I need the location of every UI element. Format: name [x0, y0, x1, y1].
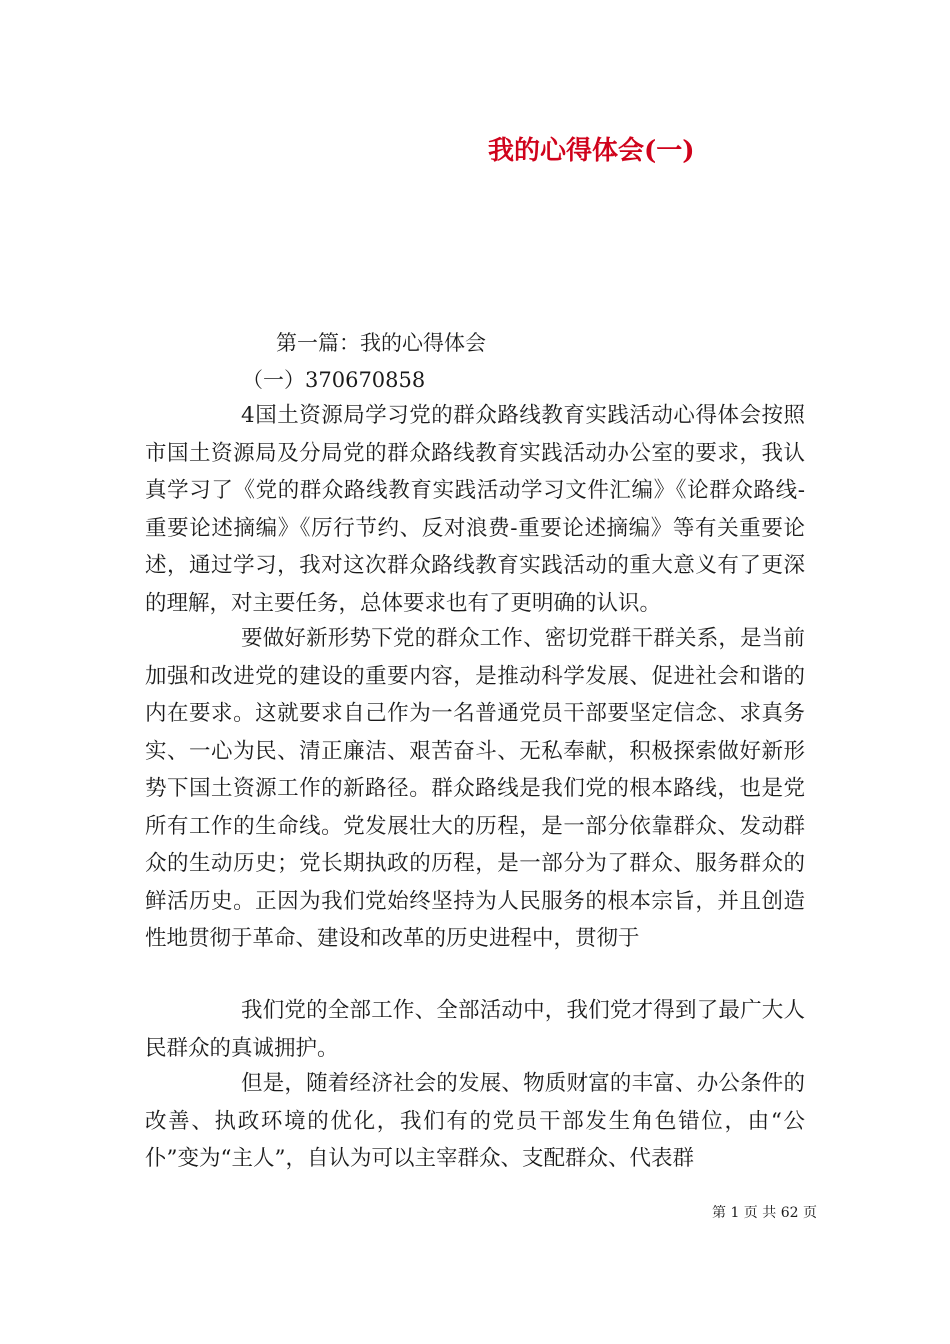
document-title: 我的心得体会(一)	[488, 136, 695, 166]
page-number-footer: 第 1 页 共 62 页	[712, 1205, 817, 1221]
body-paragraph-1: 4国土资源局学习党的群众路线教育实践活动心得体会按照市国土资源局及分局党的群众路线教育实践活动办公室的要求，我认真学习了《党的群众路线教育实践活动学习文件汇编》《论群众路线-重要论述摘编》《厉行节约、反对浪费-重要论述摘编》等有关重要论述，通过学习，我对这次群众路线教育实践活动的重大意义有了更深的理解，对主要任务，总体要求也有了更明确的认识。	[145, 403, 805, 616]
section-heading: 第一篇：我的心得体会	[276, 331, 486, 355]
section-subheading: （一）370670858	[242, 368, 426, 392]
body-paragraph-4: 但是，随着经济社会的发展、物质财富的丰富、办公条件的改善、执政环境的优化，我们有的党员干部发生角色错位，由“公仆”变为“主人”，自认为可以主宰群众、支配群众、代表群	[145, 1071, 805, 1171]
body-paragraph-3: 我们党的全部工作、全部活动中，我们党才得到了最广大人民群众的真诚拥护。	[145, 998, 805, 1061]
body-paragraph-2: 要做好新形势下党的群众工作、密切党群干群关系，是当前加强和改进党的建设的重要内容，是推动科学发展、促进社会和谐的内在要求。这就要求自己作为一名普通党员干部要坚定信念、求真务实、一心为民、清正廉洁、艰苦奋斗、无私奉献，积极探索做好新形势下国土资源工作的新路径。群众路线是我们党的根本路线，也是党所有工作的生命线。党发展壮大的历程，是一部分依靠群众、发动群众的生动历史；党长期执政的历程，是一部分为了群众、服务群众的鲜活历史。正因为我们党始终坚持为人民服务的根本宗旨，并且创造性地贯彻于革命、建设和改革的历史进程中，贯彻于	[145, 626, 805, 951]
